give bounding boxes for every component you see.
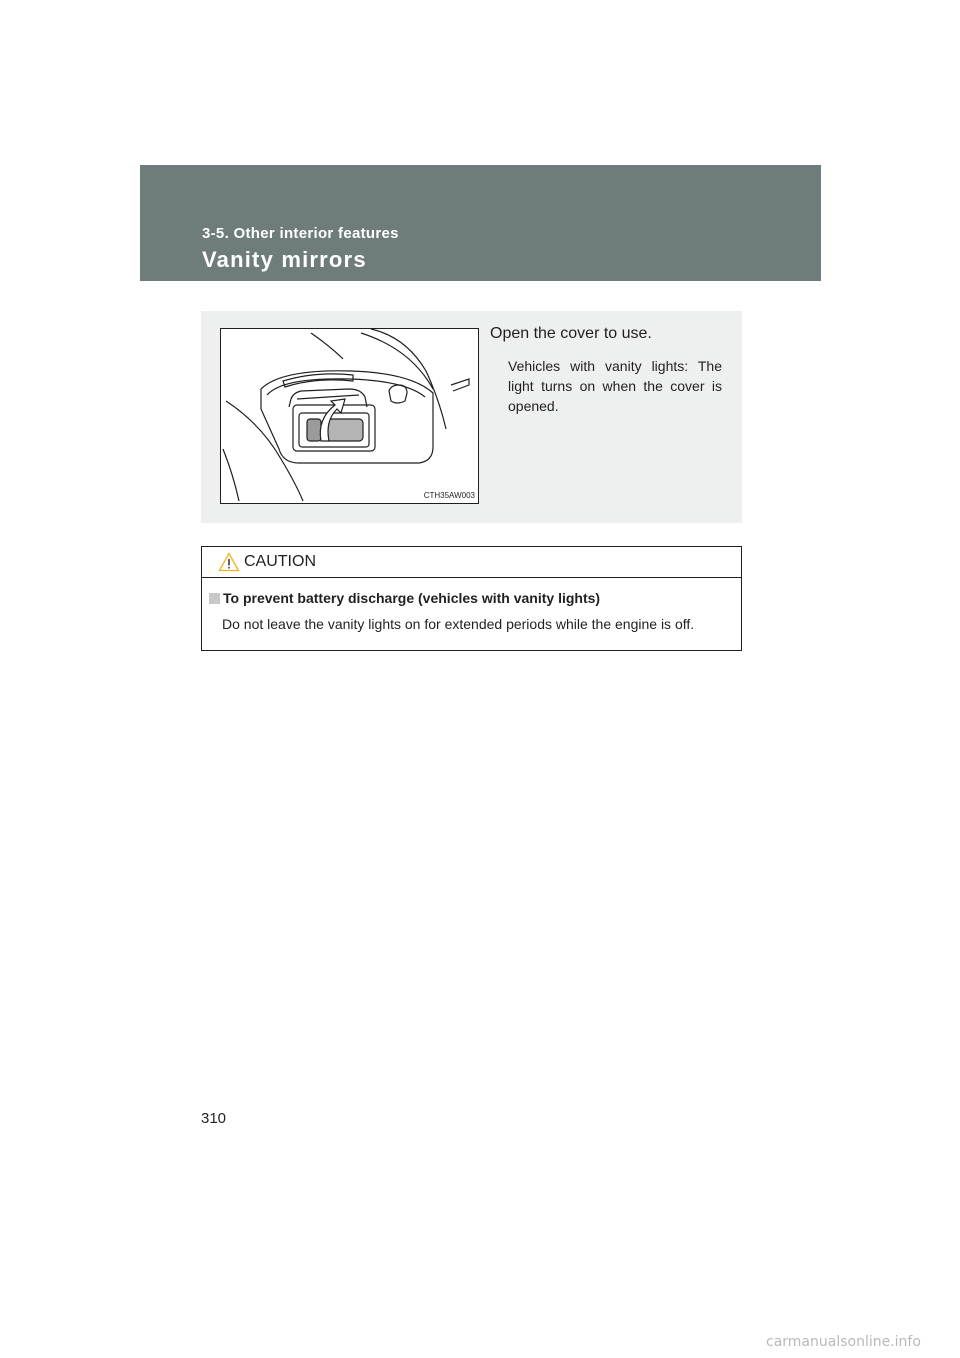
- caution-text: Do not leave the vanity lights on for extended periods while the engine is off.: [222, 616, 695, 632]
- instruction-text: Open the cover to use.: [490, 325, 652, 342]
- watermark: carmanualsonline.info: [766, 1334, 921, 1350]
- sun-visor-drawing: [221, 329, 478, 503]
- caution-header: [202, 547, 741, 578]
- warning-triangle-icon: [218, 552, 240, 572]
- page-number: 310: [201, 1110, 227, 1127]
- info-panel: [201, 311, 742, 523]
- vanity-light-note: Vehicles with vanity lights: The light turns on when the cover is opened.: [508, 358, 722, 414]
- vanity-mirror-illustration: [220, 328, 479, 504]
- caution-heading-text: To prevent battery discharge (vehicles with vanity lights): [223, 590, 601, 606]
- caution-label: CAUTION: [244, 553, 316, 570]
- caution-heading: [209, 590, 600, 606]
- section-label: 3-5. Other interior features: [202, 225, 399, 242]
- illustration-code: CTH35AW003: [423, 491, 475, 500]
- page-title: Vanity mirrors: [202, 247, 367, 272]
- bullet-square-icon: [209, 593, 220, 604]
- section-header: [140, 165, 821, 281]
- caution-box: [201, 546, 742, 651]
